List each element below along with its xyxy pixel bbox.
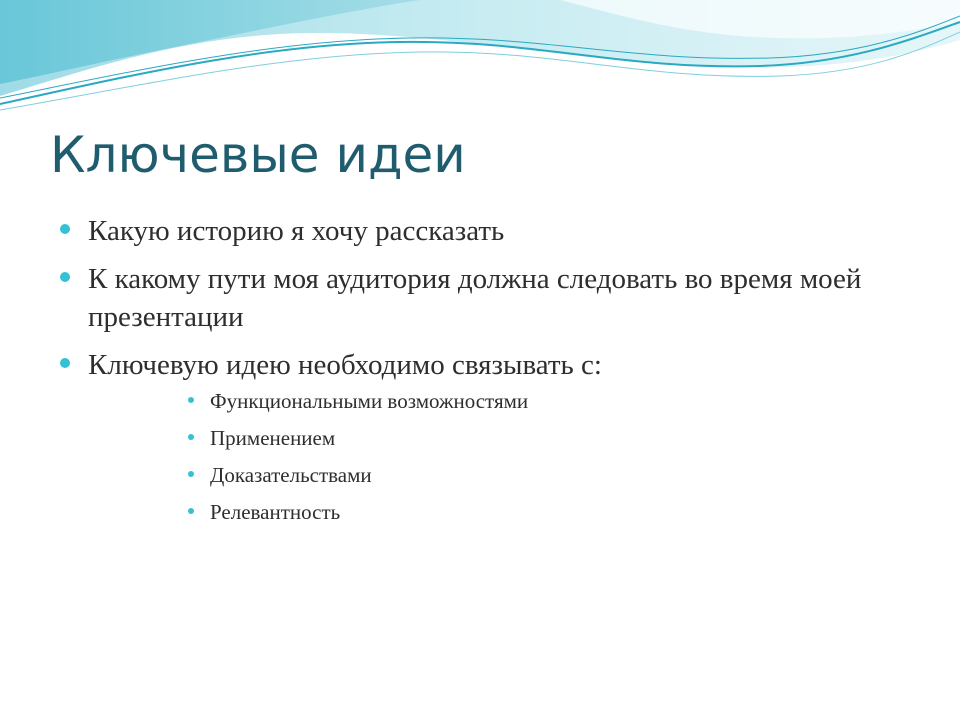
slide-content [60,212,920,536]
bullet-dot-icon [60,224,70,234]
bullet-item [60,346,920,525]
bullet-text: К какому пути моя аудитория должна следовать во время моей презентации [88,263,862,333]
bullet-item [60,212,920,250]
sub-bullet-dot-icon [188,434,194,440]
sub-bullet-list [88,388,920,525]
sub-bullet-item [182,462,920,488]
bullet-list [60,212,920,525]
sub-bullet-text: Доказательствами [210,463,372,487]
bullet-text: Какую историю я хочу рассказать [88,215,505,247]
sub-bullet-item [182,425,920,451]
bullet-dot-icon [60,358,70,368]
sub-bullet-item [182,388,920,414]
bullet-text: Ключевую идею необходимо связывать с: [88,349,602,381]
bullet-dot-icon [60,272,70,282]
sub-bullet-text: Применением [210,426,336,450]
sub-bullet-text: Релевантность [210,500,341,524]
sub-bullet-dot-icon [188,508,194,514]
sub-bullet-dot-icon [188,471,194,477]
bullet-item [60,260,920,336]
slide-title: Ключевые идеи [50,126,466,184]
header-wave-decoration [0,0,960,120]
sub-bullet-text: Функциональными возможностями [210,389,529,413]
sub-bullet-item [182,499,920,525]
sub-bullet-dot-icon [188,397,194,403]
